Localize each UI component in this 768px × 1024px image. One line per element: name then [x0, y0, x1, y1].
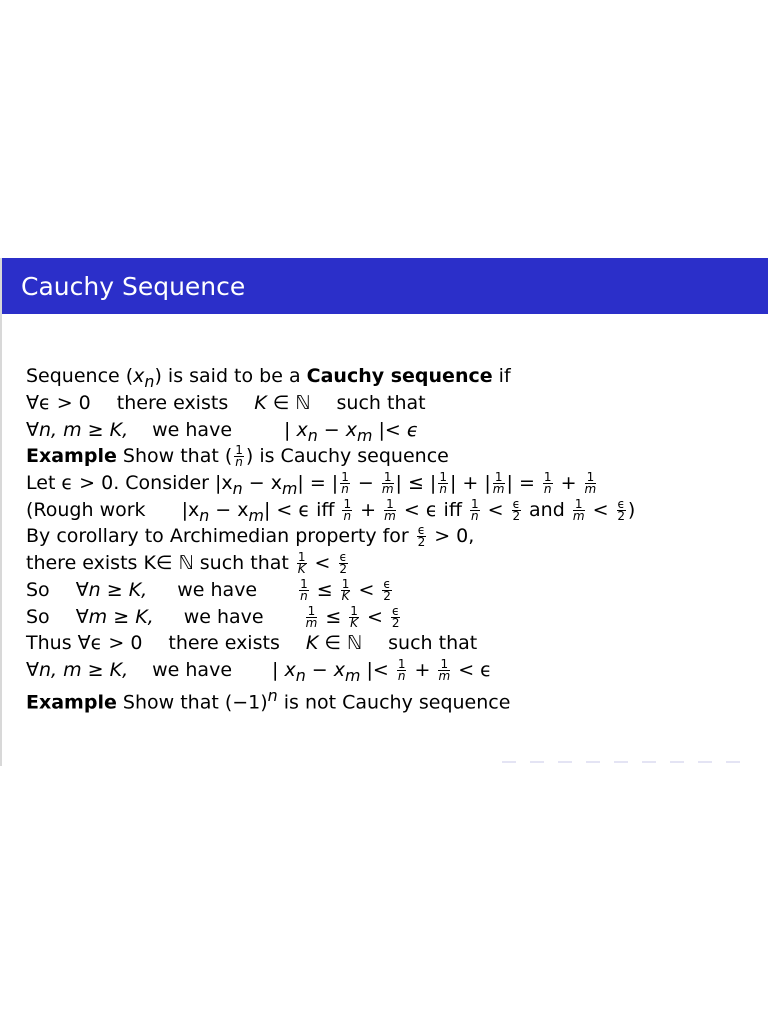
text: we have — [177, 579, 258, 601]
numerator: 1 — [341, 577, 350, 591]
denominator: n — [235, 455, 243, 469]
text: there exists — [168, 632, 280, 654]
math-sub: n — [232, 478, 243, 498]
numerator: 1 — [382, 472, 394, 484]
denominator: K — [341, 589, 350, 603]
text: (Rough work — [26, 499, 146, 521]
math: − x — [305, 659, 345, 681]
numerator: 1 — [470, 497, 479, 511]
so-n-line — [26, 578, 394, 602]
fraction — [349, 606, 359, 629]
text: such that — [388, 632, 478, 654]
numerator: 1 — [297, 550, 306, 564]
term-cauchy-sequence: Cauchy sequence — [306, 365, 493, 387]
math: | + | — [449, 472, 491, 494]
text: ) is said to be a — [154, 365, 307, 387]
exists-k-line — [26, 551, 350, 575]
math: | x — [284, 419, 308, 441]
math: < — [586, 499, 615, 521]
math: − x — [317, 419, 357, 441]
denominator: n — [439, 482, 447, 496]
fraction — [299, 579, 309, 602]
math: < — [360, 606, 389, 628]
math-sub: n — [295, 665, 306, 685]
math: + — [554, 472, 583, 494]
fraction — [617, 499, 626, 522]
text: and — [523, 499, 571, 521]
math: | = — [506, 472, 541, 494]
fraction — [417, 525, 426, 548]
numerator: ϵ — [512, 497, 520, 511]
numerator: ϵ — [617, 497, 625, 511]
fraction — [470, 499, 480, 522]
text: Show that ( — [122, 445, 233, 467]
slide-title-bar — [2, 258, 768, 314]
numerator: 1 — [341, 470, 349, 484]
denominator: m — [492, 482, 505, 496]
text: By corollary to Archimedian property for — [26, 525, 415, 547]
math: + — [354, 499, 383, 521]
math: | x — [272, 659, 296, 681]
fraction — [297, 552, 307, 575]
math: − x — [209, 499, 249, 521]
math-sup: n — [267, 686, 278, 705]
fraction — [339, 552, 348, 575]
fraction — [438, 659, 450, 682]
fraction — [234, 445, 244, 468]
navigation-strip — [502, 761, 752, 763]
text: we have — [183, 606, 264, 628]
text: we have — [152, 659, 233, 681]
fraction — [585, 472, 597, 495]
math: ∀n ≥ K, — [75, 579, 148, 601]
math: ∀n, m ≥ K, — [26, 659, 129, 681]
math: < — [481, 499, 510, 521]
denominator: n — [470, 509, 479, 523]
numerator: 1 — [438, 659, 450, 671]
math: K ∈ ℕ — [254, 392, 311, 414]
math: |< — [360, 659, 395, 681]
denominator: K — [350, 616, 359, 630]
text: we have — [152, 419, 233, 441]
math: < — [352, 579, 381, 601]
slide-title: Cauchy Sequence — [21, 272, 246, 301]
math: ∀m ≥ K, — [75, 606, 154, 628]
denominator: 2 — [383, 589, 391, 603]
math-sub: m — [345, 665, 361, 685]
archimedian-line — [26, 524, 474, 548]
denominator: n — [543, 482, 552, 496]
text: So — [26, 579, 50, 601]
math: − x — [242, 472, 282, 494]
fraction — [438, 472, 448, 495]
text: if — [492, 365, 511, 387]
math: Thus ∀ϵ > 0 — [26, 632, 143, 654]
math: < — [308, 552, 337, 574]
text: there exists K∈ ℕ such that — [26, 552, 295, 574]
math: + — [408, 659, 437, 681]
numerator: 1 — [306, 606, 318, 618]
text: there exists — [116, 392, 229, 414]
math-var: x — [133, 365, 145, 387]
numerator: 1 — [573, 499, 585, 511]
text: Sequence ( — [26, 365, 134, 387]
denominator: n — [397, 669, 406, 683]
text: is not Cauchy sequence — [277, 691, 511, 714]
math-sub: m — [281, 478, 298, 498]
denominator: n — [300, 589, 308, 603]
denominator: n — [343, 509, 352, 523]
math: < ϵ — [452, 659, 492, 681]
denominator: m — [584, 482, 597, 496]
slide — [0, 258, 768, 766]
numerator: 1 — [543, 470, 552, 484]
math-sub: n — [144, 371, 155, 391]
math: K ∈ ℕ — [305, 632, 363, 654]
denominator: m — [305, 616, 318, 630]
math: | ≤ | — [395, 472, 437, 494]
so-m-line — [26, 605, 402, 629]
math: Let ϵ > 0. Consider |x — [26, 472, 233, 494]
math: ≤ — [310, 579, 339, 601]
denominator: m — [572, 509, 585, 523]
fraction — [382, 472, 394, 495]
numerator: 1 — [439, 470, 447, 484]
math: |< ϵ — [372, 419, 419, 441]
math-sub: n — [199, 505, 210, 525]
denominator: 2 — [391, 616, 400, 630]
fraction — [384, 499, 396, 522]
numerator: ϵ — [383, 577, 391, 591]
numerator: ϵ — [417, 523, 426, 537]
fraction — [512, 499, 521, 522]
denominator: m — [384, 509, 396, 523]
example-label: Example — [26, 691, 117, 714]
fraction — [493, 472, 505, 495]
math-sub: m — [357, 425, 373, 445]
text: Show that (−1) — [122, 691, 268, 714]
denominator: n — [341, 482, 349, 496]
math: ∀n, m ≥ K, — [26, 419, 129, 441]
denominator: 2 — [512, 509, 521, 523]
example-heading-2 — [26, 684, 510, 714]
example-heading — [26, 444, 449, 468]
fraction — [382, 579, 391, 602]
example-label: Example — [26, 445, 117, 467]
definition-line-epsilon — [26, 391, 426, 415]
denominator: m — [381, 482, 394, 496]
math: ∀ϵ > 0 — [26, 392, 91, 414]
fraction — [342, 499, 352, 522]
denominator: m — [438, 669, 451, 683]
numerator: 1 — [585, 472, 597, 484]
math: > 0, — [428, 525, 475, 547]
numerator: 1 — [343, 497, 352, 511]
math: |x — [181, 499, 200, 521]
text: such that — [336, 392, 426, 414]
denominator: K — [297, 562, 306, 576]
fraction — [340, 472, 350, 495]
fraction — [397, 659, 407, 682]
denominator: 2 — [417, 535, 426, 549]
math: ≤ — [319, 606, 348, 628]
denominator: 2 — [617, 509, 626, 523]
text: ) — [627, 499, 636, 521]
fraction — [573, 499, 585, 522]
numerator: ϵ — [391, 604, 400, 618]
numerator: 1 — [493, 472, 505, 484]
math: | = | — [297, 472, 339, 494]
fraction — [306, 606, 318, 629]
math: − — [351, 472, 380, 494]
fraction — [543, 472, 553, 495]
fraction — [341, 579, 351, 602]
numerator: 1 — [300, 577, 308, 591]
text: ) is Cauchy sequence — [245, 445, 449, 467]
numerator: 1 — [384, 499, 396, 511]
math-sub: n — [307, 425, 318, 445]
numerator: 1 — [235, 443, 243, 457]
definition-line — [26, 364, 511, 394]
fraction — [391, 606, 400, 629]
denominator: 2 — [339, 562, 348, 576]
text: So — [26, 606, 50, 628]
math: | < ϵ iff — [263, 499, 341, 521]
math-sub: m — [248, 505, 264, 525]
thus-line — [26, 631, 477, 655]
numerator: ϵ — [339, 550, 347, 564]
numerator: 1 — [350, 604, 358, 618]
numerator: 1 — [397, 657, 406, 671]
math: < ϵ iff — [397, 499, 468, 521]
